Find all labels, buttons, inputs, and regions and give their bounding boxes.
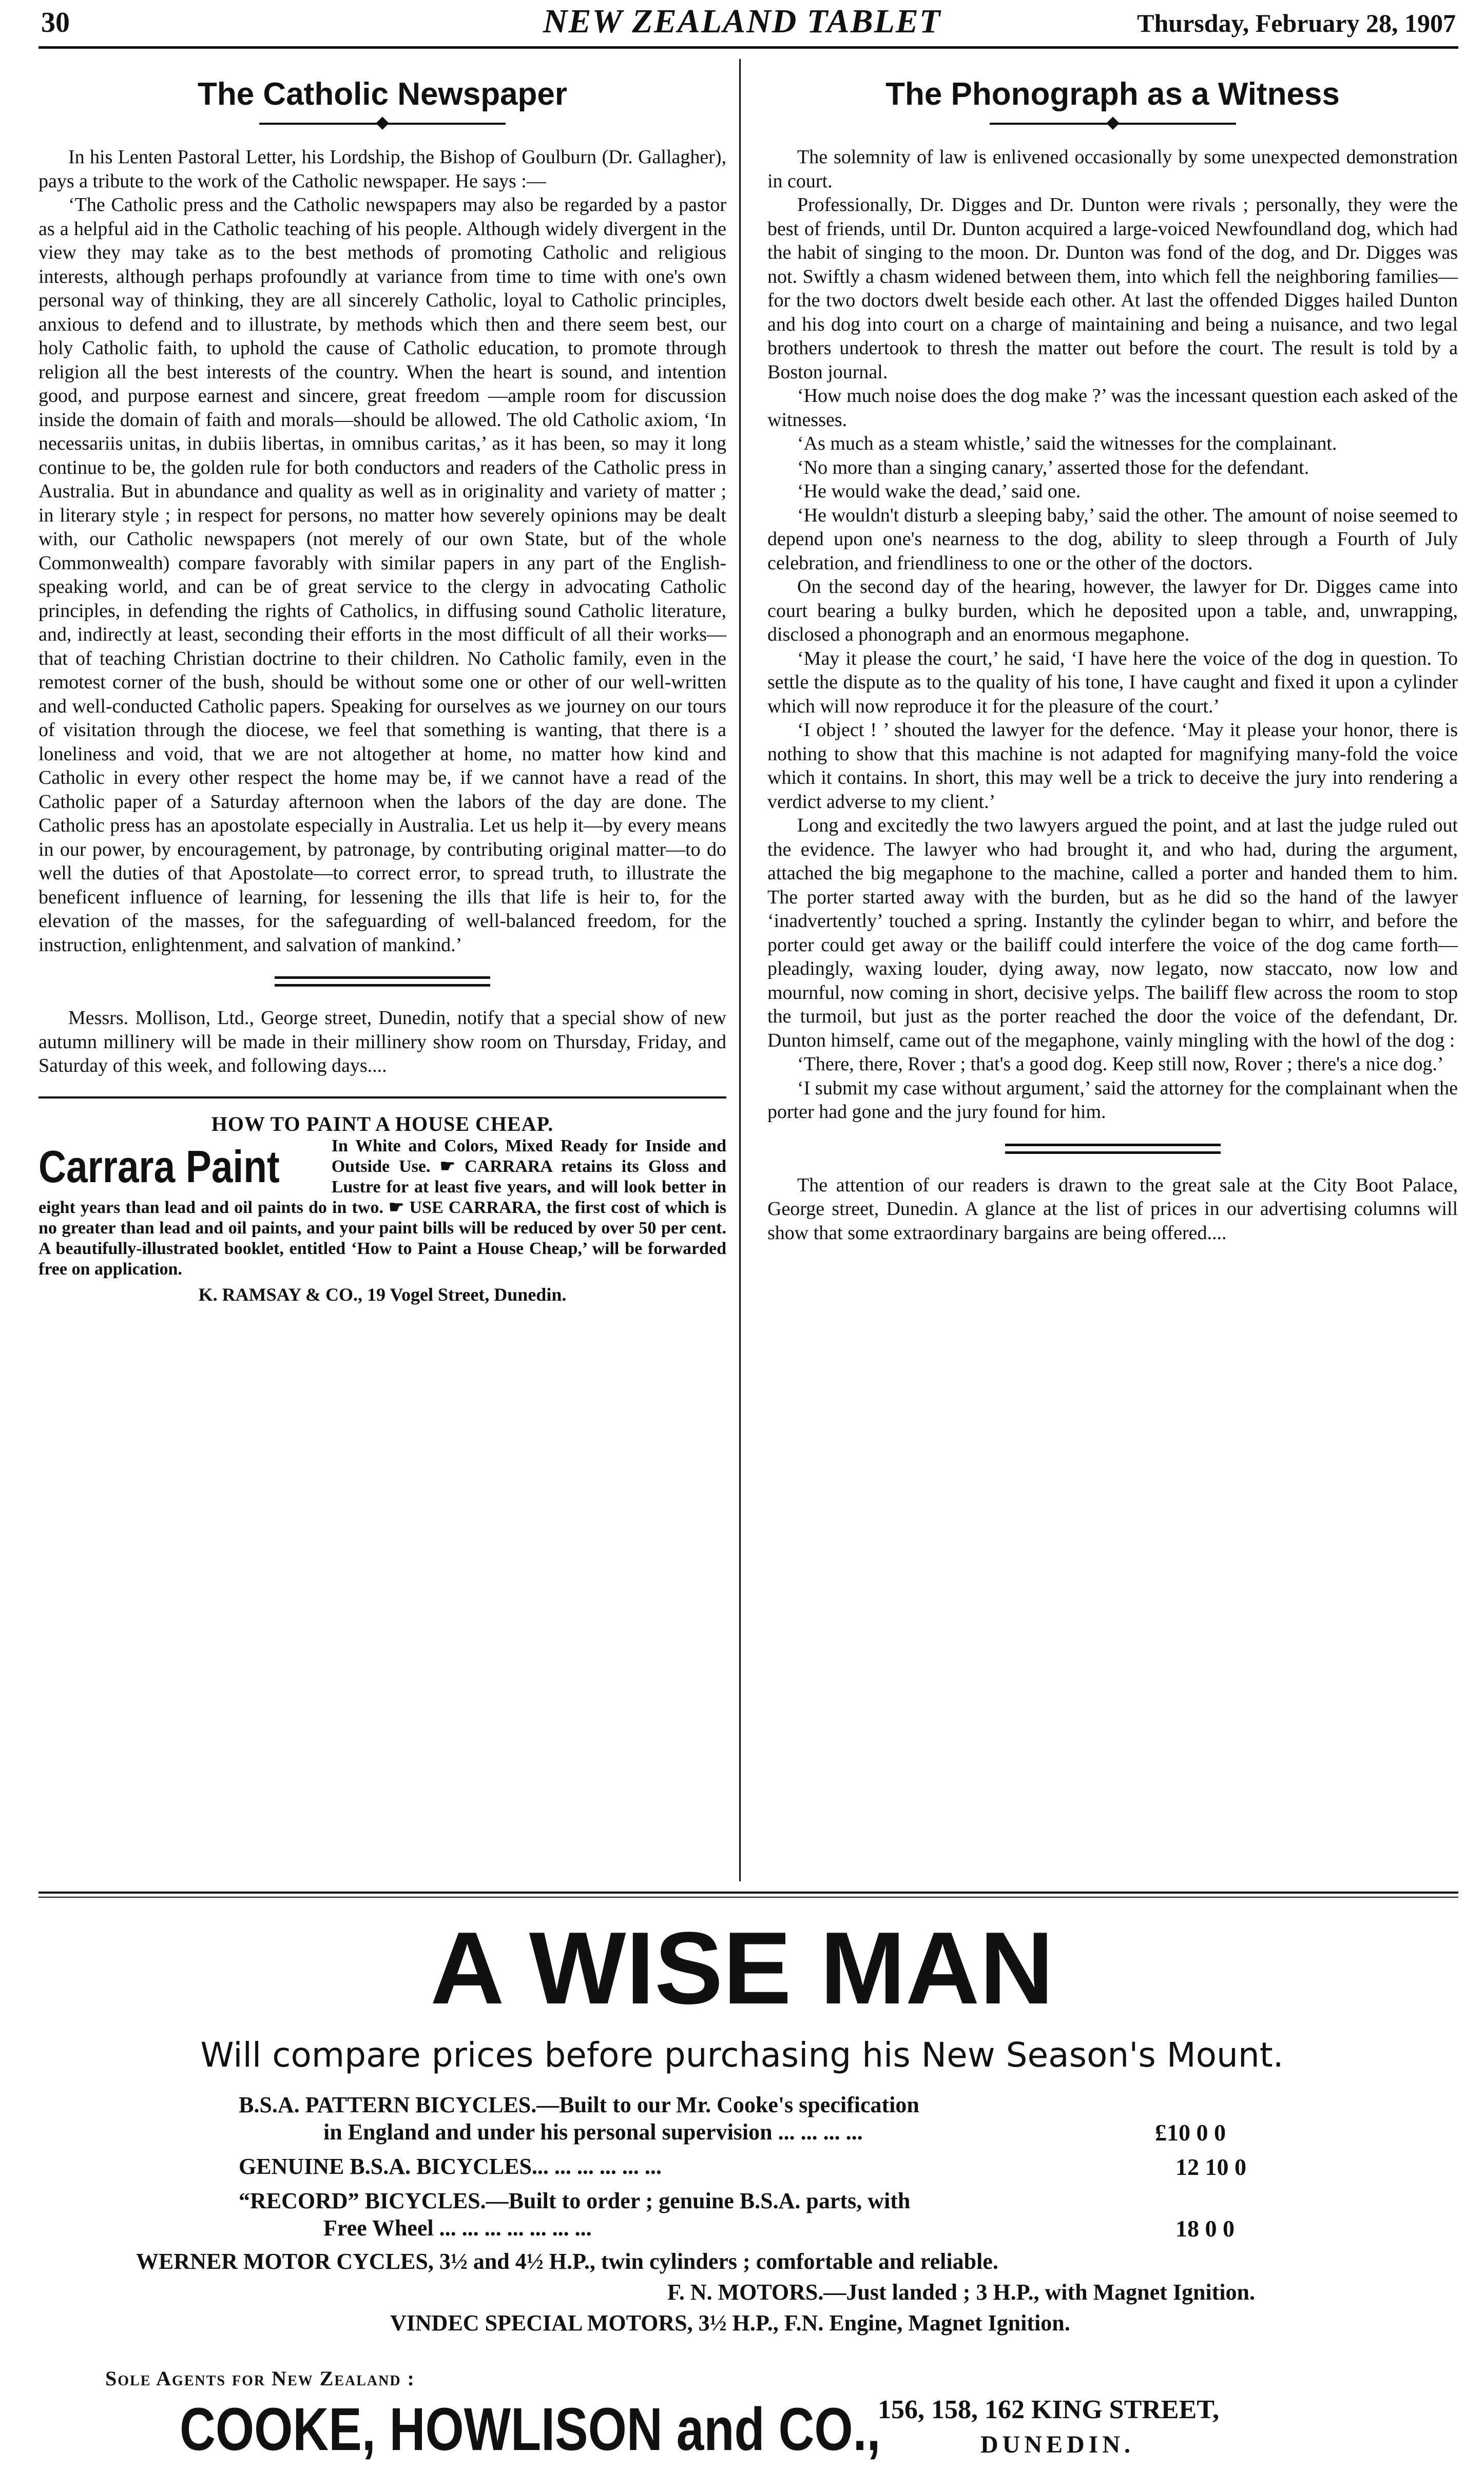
left-article-title: The Catholic Newspaper [197, 76, 568, 112]
left-column [38, 61, 726, 1305]
mollison-notice: Messrs. Mollison, Ltd., George street, Dunedin, notify that a special show of new autumn millinery will be made in their millinery show room on Thursday, Friday, and Saturday of this week, and following days.... [38, 1007, 726, 1076]
right-article-paragraph: ‘How much noise does the dog make ?’ was the incessant question each asked of the witnesses. [767, 385, 1458, 431]
title-ornament [259, 118, 506, 130]
right-article-paragraph: ‘May it please the court,’ he said, ‘I have here the voice of the dog in question. To settle the dispute as to the quality of his tone, I have caught and fixed it upon a cylinder which will now reproduce it for the pleasure of the court.’ [767, 647, 1458, 717]
page-number: 30 [41, 7, 70, 38]
right-article-paragraph: Professionally, Dr. Digges and Dr. Dunton were rivals ; personally, they were the best of friends, until Dr. Dunton acquired a large-voiced Newfoundland dog, which had the habit of singing to the moon. Dr. Dunton was fond of the dog, and Dr. Digges was not. Swiftly a chasm widened between them, into which fell the neighboring families—for the two doctors dwelt beside each other. At last the offended Digges hailed Dunton and his dog into court on a charge of maintaining and being a nuisance, and two legal brothers undertook to thresh the matter out before the court. The result is told by a Boston journal. [767, 194, 1458, 383]
right-article-paragraph: On the second day of the hearing, however, the lawyer for Dr. Digges came into court bearing a bulky burden, which he deposited upon a table, and, unwrapping, disclosed a phonograph and an enormous megaphone. [767, 576, 1458, 645]
right-article-paragraph: ‘He wouldn't disturb a sleeping baby,’ said the other. The amount of noise seemed to depend upon one's nearness to the dog, ability to sleep through a Fourth of July celebration, and friendliness to one or the other of the doctors. [767, 504, 1458, 574]
king-street-address: 156, 158, 162 KING STREET, [878, 2395, 1220, 2424]
record-line1: “RECORD” BICYCLES.—Built to order ; genuine B.S.A. parts, with [239, 2188, 911, 2213]
right-article-paragraph: ‘I object ! ’ shouted the lawyer for the defence. ‘May it please your honor, there is nothing to show that this machine is not adapted for magnifying many-fold the voice which it contains. In short, this may well be a trick to deceive the jury into rendering a verdict adverse to my client.’ [767, 719, 1458, 813]
issue-date: Thursday, February 28, 1907 [1137, 9, 1456, 37]
right-article-paragraph: ‘There, there, Rover ; that's a good dog. Keep still now, Rover ; there's a nice dog.’ [797, 1053, 1444, 1075]
werner-line: WERNER MOTOR CYCLES, 3½ and 4½ H.P., twin cylinders ; comfortable and reliable. [136, 2249, 998, 2274]
right-column [767, 61, 1458, 1245]
bsa-pattern-line1: B.S.A. PATTERN BICYCLES.—Built to our Mr. Cooke's specification [239, 2092, 919, 2117]
left-article-paragraph: ‘The Catholic press and the Catholic newspapers may also be regarded by a pastor as a helpful aid in the Catholic teaching of his people. Although widely divergent in the view they may take as to the best methods of promoting Catholic and religious interests, although perhaps profoundly at variance from time to time with one's own personal way of thinking, they are all sincerely Catholic, loyal to Catholic principles, anxious to defend and to illustrate, by methods which then and there seem best, our holy Catholic faith, to uphold the cause of Catholic education, to promote through religion all the best interests of the country. When the heart is sound, and intention good, and purpose earnest and sincere, great freedom —ample room for discussion inside the domain of faith and morals—should be allowed. The old Catholic axiom, ‘In necessariis unitas, in dubiis libertas, in omnibus caritas,’ as it has been, so may it long continue to be, the golden rule for both conductors and readers of the Catholic press in Australia. But in abundance and quality as well as in originality and variety of matter ; in literary style ; in respect for persons, no matter how severely opinions may be dealt with, our Catholic newspapers (not merely of our own State, but of the whole Commonwealth) compare favorably with similar papers in any part of the English-speaking world, and can be of great service to the clergy in advocating Catholic principles, in defending the rights of Catholics, in diffusing sound Catholic literature, and, indirectly at least, seconding their efforts in the most difficult of all their works—that of teaching Christian doctrine to their children. No Catholic family, even in the remotest corner of the bush, should be without some one or other of our well-written and well-conducted Catholic papers. Speaking for ourselves as we journey on our tours of visitation through the diocese, we feel that something is wanting, that there is a loneliness and void, that we are not altogether at home, no matter how kind and Catholic in every other respect the home may be, if we cannot have a read of the Catholic paper of a Saturday afternoon when the labors of the day are done. The Catholic press has an apostolate especially in Australia. Let us help it—by every means in our power, by encouragement, by patronage, by contributing original matter—to do well the duties of that Apostolate—to correct error, to spread truth, to illustrate the beneficent influence of learning, for lessening the ills that life is heir to, for the elevation of the masses, for the safeguarding of well-balanced freedom, for the instruction, enlightenment, and salvation of mankind.’ [38, 194, 726, 956]
ad-top-rule [38, 1892, 1458, 1894]
right-article-paragraph: The solemnity of law is enlivened occasionally by some unexpected demonstration in court. [767, 146, 1458, 192]
right-article-paragraph: ‘He would wake the dead,’ said one. [797, 480, 1081, 502]
vindec-line: VINDEC SPECIAL MOTORS, 3½ H.P., F.N. Engine, Magnet Ignition. [390, 2310, 1070, 2336]
fn-motors-line: F. N. MOTORS.—Just landed ; 3 H.P., with Magnet Ignition. [667, 2280, 1255, 2305]
paint-ad-brand: Carrara Paint [38, 1141, 280, 1192]
right-article-paragraph: ‘No more than a singing canary,’ asserted those for the defendant. [797, 456, 1309, 478]
record-line2: Free Wheel ... ... ... ... ... ... ... [323, 2215, 592, 2241]
paint-ad-firm: K. RAMSAY & CO., 19 Vogel Street, Dunedin. [198, 1284, 567, 1305]
right-article-paragraph: ‘I submit my case without argument,’ said the attorney for the complainant when the porter had gone and the jury found for him. [767, 1077, 1458, 1123]
wise-man-headline: A WISE MAN [430, 1911, 1054, 2026]
dunedin-city: DUNEDIN. [980, 2431, 1135, 2458]
left-article-paragraph: In his Lenten Pastoral Letter, his Lordship, the Bishop of Goulburn (Dr. Gallagher), pays a tribute to the work of the Catholic newspaper. He says :— [38, 146, 726, 192]
right-article-title: The Phonograph as a Witness [885, 76, 1340, 112]
wise-man-subheadline: Will compare prices before purchasing his New Season's Mount. [200, 2035, 1284, 2075]
record-price: 18 0 0 [1175, 2215, 1235, 2242]
sole-agents: Sole Agents for New Zealand : [105, 2367, 415, 2390]
section-rule [275, 976, 490, 987]
title-ornament [990, 118, 1236, 130]
right-article-paragraph: Long and excitedly the two lawyers argued the point, and at last the judge ruled out the evidence. The lawyer who had brought it, and who had, during the argument, attached the big megaphone to the machine, called a porter and handed them to him. The porter started away with the burden, but as he did so the hand of the lawyer ‘inadvertently’ touched a spring. Instantly the cylinder began to whirr, and before the porter could get away or the bailiff could interfere the voice of the dog came forth—pleadingly, waxing louder, dying away, now legato, now staccato, now low and mournful, now coming in short, decisive yelps. The bailiff flew across the room to stop the turmoil, but just as the porter reached the door the voice of the defendant, Dr. Dunton himself, came out of the megaphone, vainly mingling with the howl of the dog : [767, 815, 1458, 1051]
right-article-paragraph: ‘As much as a steam whistle,’ said the witnesses for the complainant. [797, 433, 1337, 454]
bsa-pattern-price: £10 0 0 [1155, 2119, 1226, 2146]
column-divider [739, 59, 741, 1881]
paint-ad-text: In White and Colors, Mixed Ready for Inside and Outside Use. ☛ CARRARA retains its Gloss and Lustre for at least five years, and will look better in eight years than lead and oil paints do in two. ☛ USE CARRARA, the first cost of which is no greater than lead and oil paints, and your paint bills will be reduced by over 50 per cent. A beautifully-illustrated booklet, entitled ‘How to Paint a House Cheap,’ will be forwarded free on application. [38, 1136, 726, 1279]
paint-advertisement [38, 1096, 726, 1305]
cooke-howlison-firm: COOKE, HOWLISON and CO., [180, 2396, 881, 2463]
section-rule [1005, 1144, 1221, 1154]
genuine-bsa-line: GENUINE B.S.A. BICYCLES... ... ... ... ... ... [239, 2154, 662, 2179]
right-article-body [767, 145, 1458, 1124]
genuine-bsa-price: 12 10 0 [1175, 2154, 1246, 2180]
boot-palace-notice: The attention of our readers is drawn to the great sale at the City Boot Palace, George street, Dunedin. A glance at the list of prices in our advertising columns will show that some extraordinary bargains are being offered.... [767, 1174, 1458, 1244]
left-article-body [38, 145, 726, 957]
masthead-rule [38, 46, 1458, 49]
masthead: NEW ZEALAND TABLET [543, 3, 941, 40]
ad-top-rule-thin [38, 1897, 1458, 1898]
bsa-pattern-line2: in England and under his personal supervision ... ... ... ... [323, 2119, 863, 2145]
paint-ad-headline: HOW TO PAINT A HOUSE CHEAP. [211, 1112, 554, 1135]
